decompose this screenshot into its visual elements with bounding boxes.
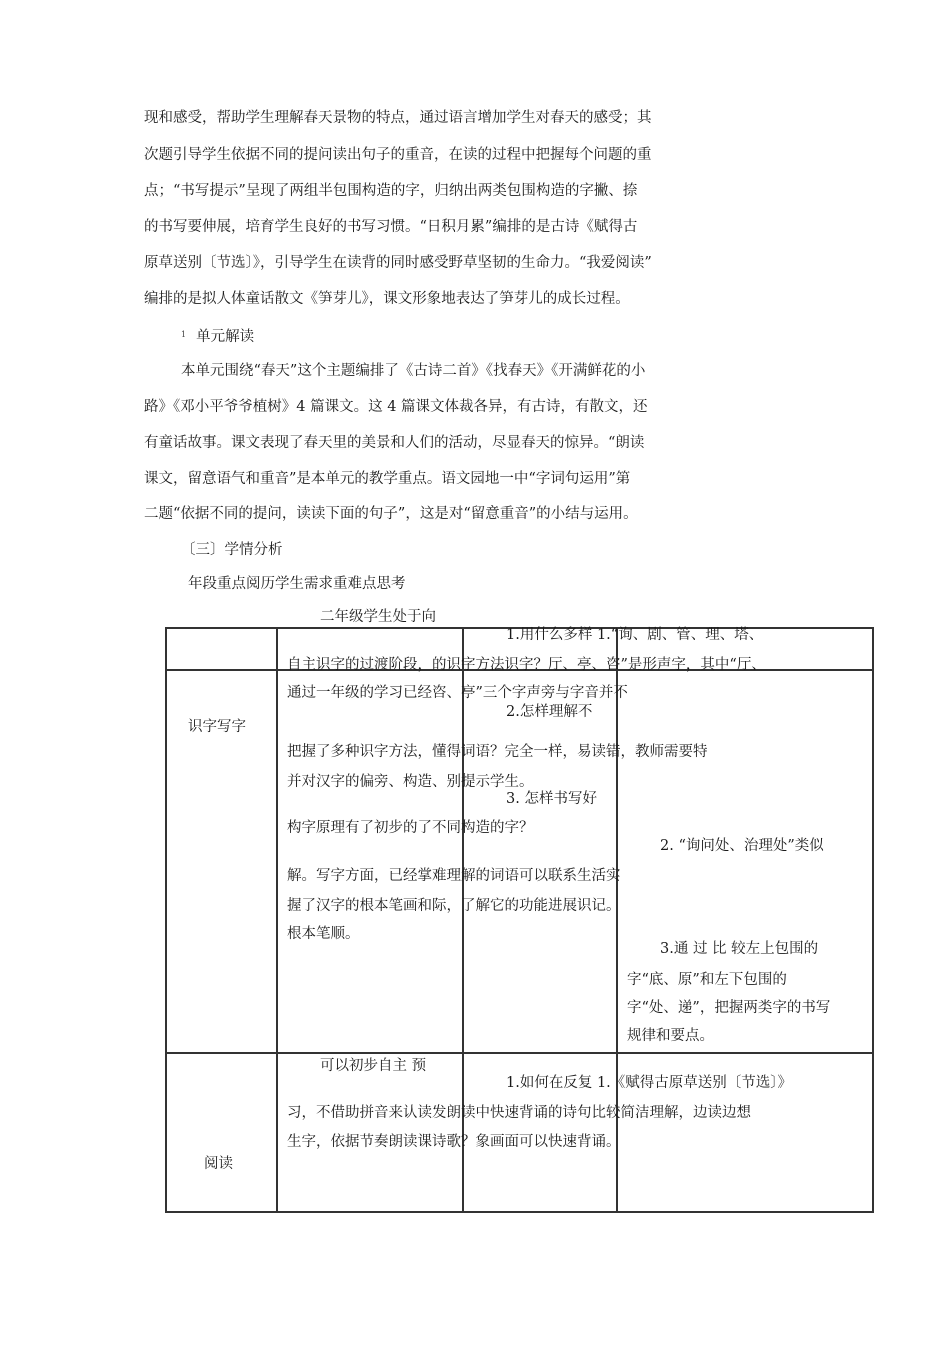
paragraph-line: 点；“书写提示”呈现了两组半包围构造的字，归纳出两类包围构造的字撇、捺	[144, 183, 638, 199]
section-heading-analysis: 〔三〕学情分析	[181, 542, 283, 558]
paragraph-line: 二题“依据不同的提问，读读下面的句子”，这是对“留意重音”的小结与运用。	[144, 506, 638, 522]
table-cell-text: 握了汉字的根本笔画和际，了解它的功能进展识记。	[287, 898, 621, 914]
paragraph-line: 课文，留意语气和重音”是本单元的教学重点。语文园地一中“字词句运用”第	[144, 471, 631, 487]
table-cell-text: 字“底、原”和左下包围的	[627, 972, 787, 988]
table-cell-text: 解。写字方面，已经掌难理解的词语可以联系生活实	[287, 868, 621, 884]
paragraph-line: 有童话故事。课文表现了春天里的美景和人们的活动，尽显春天的惊异。“朗读	[144, 435, 645, 451]
table-rule	[616, 627, 618, 1213]
table-header-line: 年段重点阅历学生需求重难点思考	[188, 576, 406, 592]
table-cell-text: 规律和要点。	[627, 1028, 714, 1044]
section-heading-unit	[181, 326, 254, 346]
row-label-reading: 阅读	[204, 1156, 233, 1172]
table-cell-text: 3. 怎样书写好	[506, 791, 597, 807]
paragraph-line: 本单元围绕“春天”这个主题编排了《古诗二首》《找春天》《开满鲜花的小	[181, 363, 646, 379]
paragraph-line: 的书写要伸展，培育学生良好的书写习惯。“日积月累”编排的是古诗《赋得古	[144, 219, 638, 235]
section-title: 单元解读	[196, 329, 255, 345]
table-cell-text: 2. “询问处、治理处”类似	[660, 838, 824, 854]
table-cell-text: 通过一年级的学习已经咨、亭”三个字声旁与字音并不	[287, 685, 628, 701]
table-cell-text: 根本笔顺。	[287, 926, 360, 942]
table-rule	[462, 627, 464, 1213]
paragraph-line: 现和感受，帮助学生理解春天景物的特点，通过语言增加学生对春天的感受；其	[144, 110, 652, 126]
table-cell-text: 2.怎样理解不	[506, 704, 593, 720]
table-rule	[276, 627, 278, 1213]
table-cell-text: 二年级学生处于向	[320, 609, 436, 625]
table-cell-text: 把握了多种识字方法，懂得词语？完全一样，易读错，教师需要特	[287, 744, 708, 760]
paragraph-line: 次题引导学生依据不同的提问读出句子的重音，在读的过程中把握每个问题的重	[144, 147, 652, 163]
table-cell-text: 并对汉字的偏旁、构造、别提示学生。	[287, 774, 534, 790]
table-border-right	[872, 627, 874, 1213]
table-cell-text: 字“处、递”，把握两类字的书写	[627, 1000, 831, 1016]
table-cell-text: 自主识字的过渡阶段，的识字方法识字？厅、亭、咨”是形声字，其中“厅、	[287, 657, 766, 673]
table-rule	[165, 1052, 874, 1054]
paragraph-line: 路》《邓小平爷爷植树》4 篇课文。这 4 篇课文体裁各异，有古诗，有散文，还	[144, 399, 648, 415]
table-cell-text: 生字，依据节奏朗读课诗歌？象画面可以快速背诵。	[287, 1134, 621, 1150]
table-cell-text: 可以初步自主 预	[320, 1058, 427, 1074]
row-label-literacy: 识字写字	[188, 719, 246, 735]
table-cell-text: 构字原理有了初步的了不同构造的字？	[287, 820, 534, 836]
table-cell-text: 习，不借助拼音来认读发朗读中快速背诵的诗句比较简洁理解，边读边想	[287, 1105, 751, 1121]
paragraph-line: 原草送别〔节选〕》，引导学生在读背的同时感受野草坚韧的生命力。“我爱阅读”	[144, 255, 652, 271]
paragraph-line: 编排的是拟人体童话散文《笋芽儿》，课文形象地表达了笋芽儿的成长过程。	[144, 291, 630, 307]
table-cell-text: 3.通 过 比 较左上包围的	[660, 941, 819, 957]
table-border-left	[165, 627, 167, 1213]
table-cell-text: 1.用什么多样 1.“询、剧、管、理、塔、	[506, 627, 764, 643]
section-index: 1	[181, 330, 187, 339]
table-border-bottom	[165, 1211, 874, 1213]
table-cell-text: 1.如何在反复 1.《赋得古原草送别〔节选〕》	[506, 1075, 793, 1091]
